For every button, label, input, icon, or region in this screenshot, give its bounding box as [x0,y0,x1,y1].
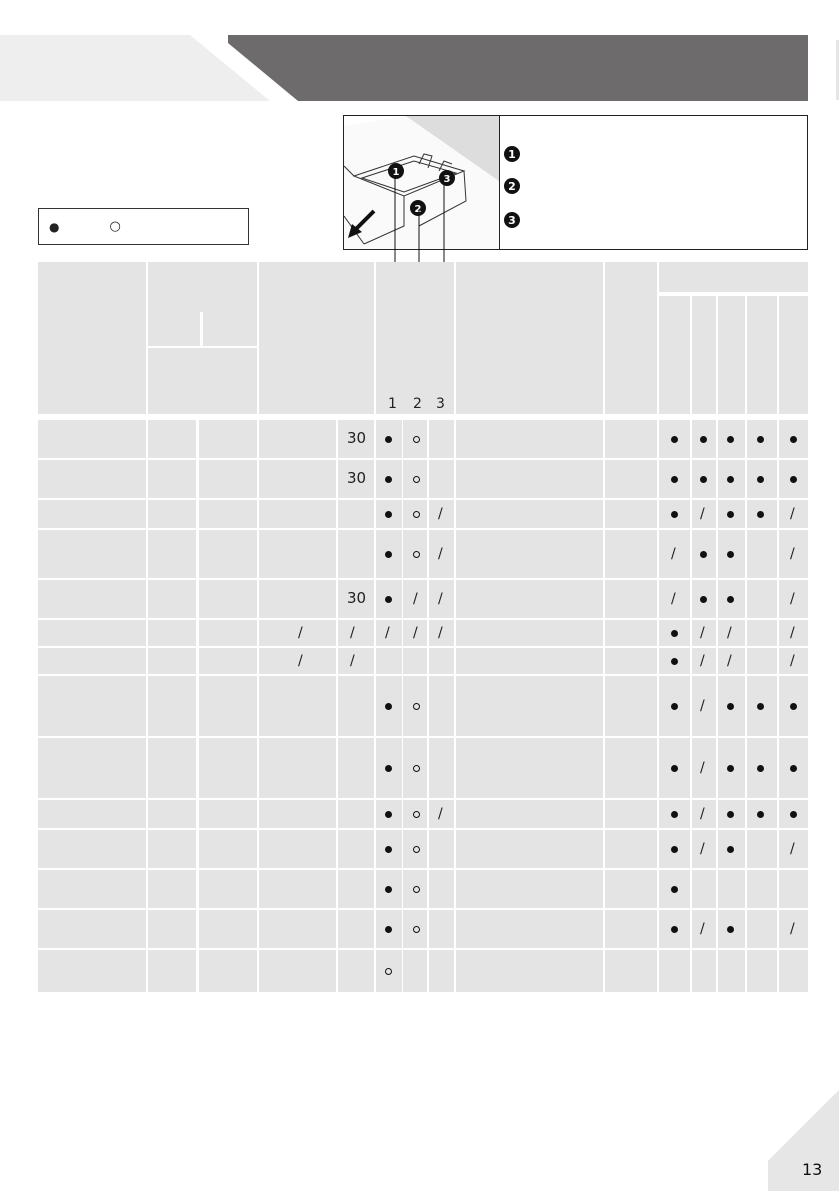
table-cell [429,676,454,736]
table-cell [38,420,146,458]
table-cell [148,738,196,798]
fabric-mark-2: / [700,806,705,822]
fabric-mark-2 [700,476,707,483]
table-cell [605,530,657,578]
table-cell [376,648,402,674]
table-cell [38,648,146,674]
compartment1-mark [385,511,392,518]
fabric-mark-3 [727,703,734,710]
extra-slash: / [298,653,303,669]
table-cell [38,676,146,736]
table-cell [456,870,603,908]
table-cell [456,910,603,948]
table-cell [605,676,657,736]
header-fabric-col [779,296,808,414]
table-cell [429,870,454,908]
fabric-mark-4 [757,511,764,518]
compartment2-mark [413,703,420,710]
compartment1-mark [385,886,392,893]
table-cell [148,420,196,458]
table-cell [148,648,196,674]
table-cell [429,950,454,992]
legend-box [38,208,249,245]
marker-2: 2 [414,204,422,215]
table-cell [148,800,196,828]
table-cell [456,620,603,646]
compartment1-mark [385,551,392,558]
fabric-mark-4 [757,436,764,443]
fabric-mark-5: / [790,546,795,562]
compartment2-mark [413,476,420,483]
table-cell [199,648,257,674]
fabric-mark-1 [671,926,678,933]
compartment3-mark: / [438,546,443,562]
header-description [456,262,603,414]
header-fabric-col [692,296,716,414]
fabric-mark-1 [671,811,678,818]
fabric-mark-5 [790,765,797,772]
header-tab-left [0,35,270,101]
table-cell [38,530,146,578]
fabric-mark-1 [671,630,678,637]
compartment1-mark [385,476,392,483]
compartment1-mark [385,703,392,710]
fabric-mark-5: / [790,841,795,857]
table-cell [199,830,257,868]
table-cell [148,500,196,528]
fabric-mark-3 [727,926,734,933]
header-load-sub [148,348,257,414]
table-cell [779,950,808,992]
fabric-mark-2 [700,596,707,603]
table-cell [38,830,146,868]
table-cell [338,620,374,646]
legend-filled-symbol: ● [49,219,60,234]
table-cell [148,530,196,578]
fabric-mark-5 [790,476,797,483]
compartment2-mark: / [413,591,418,607]
table-cell [199,420,257,458]
fabric-mark-3 [727,811,734,818]
table-cell [259,580,336,618]
fabric-mark-5: / [790,625,795,641]
compartment2-mark [413,846,420,853]
table-cell [199,738,257,798]
table-cell [456,420,603,458]
table-cell [429,460,454,498]
compartment2-mark: / [413,625,418,641]
table-cell [429,910,454,948]
table-cell [199,676,257,736]
compartment1-mark [385,811,392,818]
table-cell [747,530,777,578]
fabric-mark-5: / [790,591,795,607]
fabric-mark-1: / [671,591,676,607]
table-cell [38,738,146,798]
table-cell [747,830,777,868]
fabric-mark-2: / [700,653,705,669]
compartment1-mark [385,765,392,772]
fabric-mark-3 [727,551,734,558]
table-cell [38,950,146,992]
program-table [38,262,808,992]
table-cell [259,910,336,948]
table-cell [148,910,196,948]
table-cell [259,460,336,498]
header-temperature [259,262,374,414]
table-cell [38,910,146,948]
table-cell [456,738,603,798]
table-cell [605,620,657,646]
table-cell [38,620,146,646]
table-cell [605,800,657,828]
table-cell [718,950,745,992]
table-cell [338,500,374,528]
table-cell [259,950,336,992]
compartment-badge-1: 1 [504,146,520,162]
header-tab-right [228,35,808,101]
fabric-mark-1 [671,511,678,518]
fabric-mark-3: / [727,625,732,641]
table-cell [747,950,777,992]
table-cell [403,950,427,992]
compartment3-mark: / [438,506,443,522]
table-cell [605,420,657,458]
temperature-value: 30 [347,429,367,447]
table-cell [456,648,603,674]
compartment2-mark [413,811,420,818]
table-cell [456,500,603,528]
header-fabric-col [718,296,745,414]
table-cell [199,910,257,948]
table-cell [747,870,777,908]
compartment-number-1: 1 [388,396,397,412]
table-cell [456,830,603,868]
table-cell [747,910,777,948]
table-cell [148,676,196,736]
compartment1-mark [385,846,392,853]
compartment1-mark [385,596,392,603]
fabric-mark-4 [757,765,764,772]
fabric-mark-1 [671,703,678,710]
marker-3: 3 [443,174,451,185]
table-cell [259,830,336,868]
table-cell [429,420,454,458]
compartment-badge-2: 2 [504,178,520,194]
table-cell [199,460,257,498]
table-cell [605,910,657,948]
table-cell [456,800,603,828]
table-cell [429,830,454,868]
header-fabric-group [659,262,808,292]
table-cell [148,950,196,992]
fabric-mark-2: / [700,506,705,522]
fabric-mark-5: / [790,921,795,937]
compartment-number-3: 3 [436,396,445,412]
table-cell [338,738,374,798]
fabric-mark-5 [790,436,797,443]
table-cell [338,676,374,736]
table-cell [338,830,374,868]
table-cell [199,870,257,908]
table-cell [199,530,257,578]
table-cell [148,460,196,498]
compartment1-mark: / [385,625,390,641]
compartment3-mark: / [438,591,443,607]
temperature-value: 30 [347,589,367,607]
table-cell [259,420,336,458]
drawer-illustration [344,116,500,249]
fabric-mark-3 [727,476,734,483]
fabric-mark-3: / [727,653,732,669]
table-cell [692,950,716,992]
fabric-mark-2 [700,551,707,558]
table-cell [605,950,657,992]
table-cell [429,738,454,798]
header-fabric-col [747,296,777,414]
table-cell [338,800,374,828]
table-cell [38,800,146,828]
table-cell [456,676,603,736]
table-cell [259,738,336,798]
fabric-mark-5 [790,811,797,818]
fabric-mark-5 [790,703,797,710]
fabric-mark-2: / [700,841,705,857]
page-number: 13 [802,1160,823,1179]
fabric-mark-4 [757,703,764,710]
extra-slash: / [350,653,355,669]
compartment1-mark [385,926,392,933]
detergent-drawer-diagram [343,115,808,250]
compartment-list [504,146,520,244]
table-cell [605,648,657,674]
table-cell [259,676,336,736]
extra-slash: / [350,625,355,641]
header-detergent [376,262,454,414]
fabric-mark-1 [671,886,678,893]
table-cell [259,800,336,828]
table-cell [199,800,257,828]
table-cell [338,950,374,992]
table-cell [148,870,196,908]
fabric-mark-1 [671,436,678,443]
table-cell [199,580,257,618]
table-cell [605,500,657,528]
table-cell [38,870,146,908]
table-cell [403,648,427,674]
fabric-mark-1 [671,765,678,772]
table-cell [38,460,146,498]
table-cell [605,830,657,868]
compartment2-mark [413,551,420,558]
fabric-mark-5: / [790,506,795,522]
compartment3-mark: / [438,625,443,641]
table-cell [338,530,374,578]
extra-slash: / [298,625,303,641]
compartment3-mark: / [438,806,443,822]
fabric-mark-2: / [700,921,705,937]
marker-1: 1 [392,167,400,178]
drawer-drawing [344,116,499,249]
table-cell [605,870,657,908]
compartment2-mark [413,436,420,443]
header-program [38,262,146,414]
table-cell [718,870,745,908]
table-cell [259,870,336,908]
temperature-value: 30 [347,469,367,487]
table-cell [456,580,603,618]
fabric-mark-2: / [700,760,705,776]
table-cell [338,910,374,948]
compartment2-mark [413,926,420,933]
table-cell [338,648,374,674]
fabric-mark-1 [671,476,678,483]
table-cell [605,460,657,498]
header-fabric-col [659,296,690,414]
table-cell [747,648,777,674]
table-cell [779,870,808,908]
fabric-mark-5: / [790,653,795,669]
compartment-number-2: 2 [413,396,422,412]
table-cell [199,620,257,646]
table-cell [605,738,657,798]
fabric-mark-4 [757,811,764,818]
table-cell [38,580,146,618]
fabric-mark-1 [671,846,678,853]
fabric-mark-2 [700,436,707,443]
fabric-mark-1 [671,658,678,665]
compartment-badge-3: 3 [504,212,520,228]
table-cell [747,620,777,646]
compartment2-mark [413,765,420,772]
table-cell [456,460,603,498]
legend-hollow-symbol: ○ [109,219,121,234]
table-cell [605,580,657,618]
table-cell [429,648,454,674]
fabric-mark-1: / [671,546,676,562]
table-cell [148,580,196,618]
fabric-mark-3 [727,765,734,772]
table-cell [692,870,716,908]
fabric-mark-4 [757,476,764,483]
table-cell [38,500,146,528]
table-cell [148,830,196,868]
compartment1-mark [385,436,392,443]
header-extra [605,262,657,414]
table-cell [659,950,690,992]
table-cell [259,500,336,528]
fabric-mark-2: / [700,698,705,714]
table-cell [456,530,603,578]
fabric-mark-3 [727,596,734,603]
fabric-mark-2: / [700,625,705,641]
fabric-mark-3 [727,511,734,518]
fabric-mark-3 [727,436,734,443]
table-cell [747,580,777,618]
table-cell [148,620,196,646]
compartment2-mark [413,511,420,518]
table-cell [456,950,603,992]
table-cell [199,500,257,528]
fabric-mark-3 [727,846,734,853]
compartment2-mark [413,886,420,893]
table-cell [338,870,374,908]
table-cell [259,530,336,578]
compartment1-mark [385,968,392,975]
table-cell [199,950,257,992]
